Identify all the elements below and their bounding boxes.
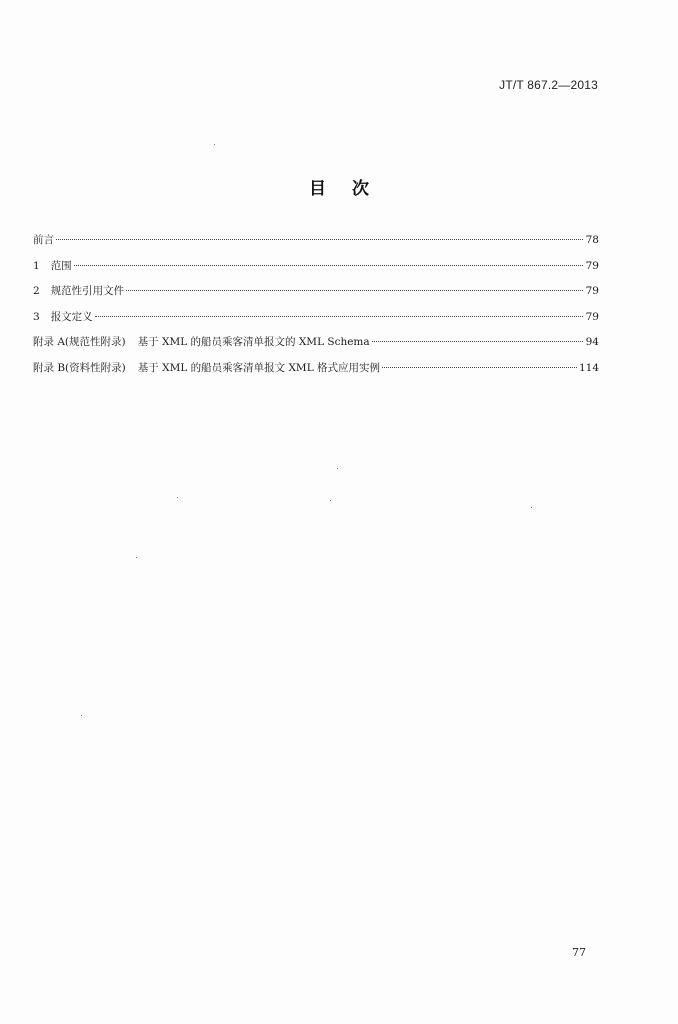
- toc-entry-page: 79: [585, 310, 599, 323]
- page-title: [0, 174, 678, 199]
- toc-leader-dots: [74, 264, 583, 266]
- title-char-1: 目: [309, 179, 326, 199]
- scan-speck: [81, 715, 82, 716]
- toc-entry-label: 范围: [50, 259, 72, 272]
- toc-entry-page: 79: [585, 285, 599, 298]
- toc-entry-page: 78: [585, 234, 599, 246]
- toc-entry-foreword[interactable]: [33, 230, 599, 256]
- toc-entry-normative-references[interactable]: [33, 281, 599, 307]
- scan-speck: [136, 557, 137, 558]
- toc-leader-dots: [126, 289, 583, 291]
- page-number: 77: [572, 946, 586, 959]
- toc-leader-dots: [372, 340, 583, 342]
- toc-entry-message-definition[interactable]: [33, 307, 599, 333]
- toc-entry-scope[interactable]: [33, 256, 599, 282]
- title-char-2: 次: [352, 179, 369, 199]
- toc-leader-dots: [382, 366, 577, 368]
- toc-entry-label: 基于 XML 的船员乘客清单报文 XML 格式应用实例: [137, 361, 380, 374]
- toc-entry-number: 附录 B(资料性附录): [33, 361, 126, 374]
- toc-entry-page: 114: [578, 361, 599, 374]
- toc-entry-appendix-a[interactable]: [33, 332, 599, 358]
- toc-entry-page: 79: [585, 259, 599, 272]
- table-of-contents: [33, 230, 599, 384]
- scan-speck: [337, 468, 338, 469]
- toc-entry-number: 1: [33, 259, 40, 272]
- toc-entry-label: 基于 XML 的船员乘客清单报文的 XML Schema: [137, 336, 370, 349]
- toc-entry-label: 报文定义: [50, 310, 93, 323]
- scan-speck: [531, 507, 532, 508]
- standard-code: JT/T 867.2—2013: [499, 78, 598, 92]
- toc-leader-dots: [56, 238, 583, 240]
- toc-leader-dots: [95, 315, 583, 317]
- toc-entry-number: 3: [33, 310, 40, 323]
- toc-entry-label: 规范性引用文件: [50, 285, 125, 298]
- toc-entry-page: 94: [585, 336, 599, 349]
- toc-entry-label: 前言: [33, 234, 54, 246]
- toc-entry-appendix-b[interactable]: [33, 358, 599, 384]
- toc-entry-number: 2: [33, 285, 40, 298]
- toc-entry-number: 附录 A(规范性附录): [33, 336, 126, 349]
- scan-speck: [330, 500, 331, 501]
- scan-speck: [214, 144, 215, 145]
- scan-speck: [177, 497, 178, 498]
